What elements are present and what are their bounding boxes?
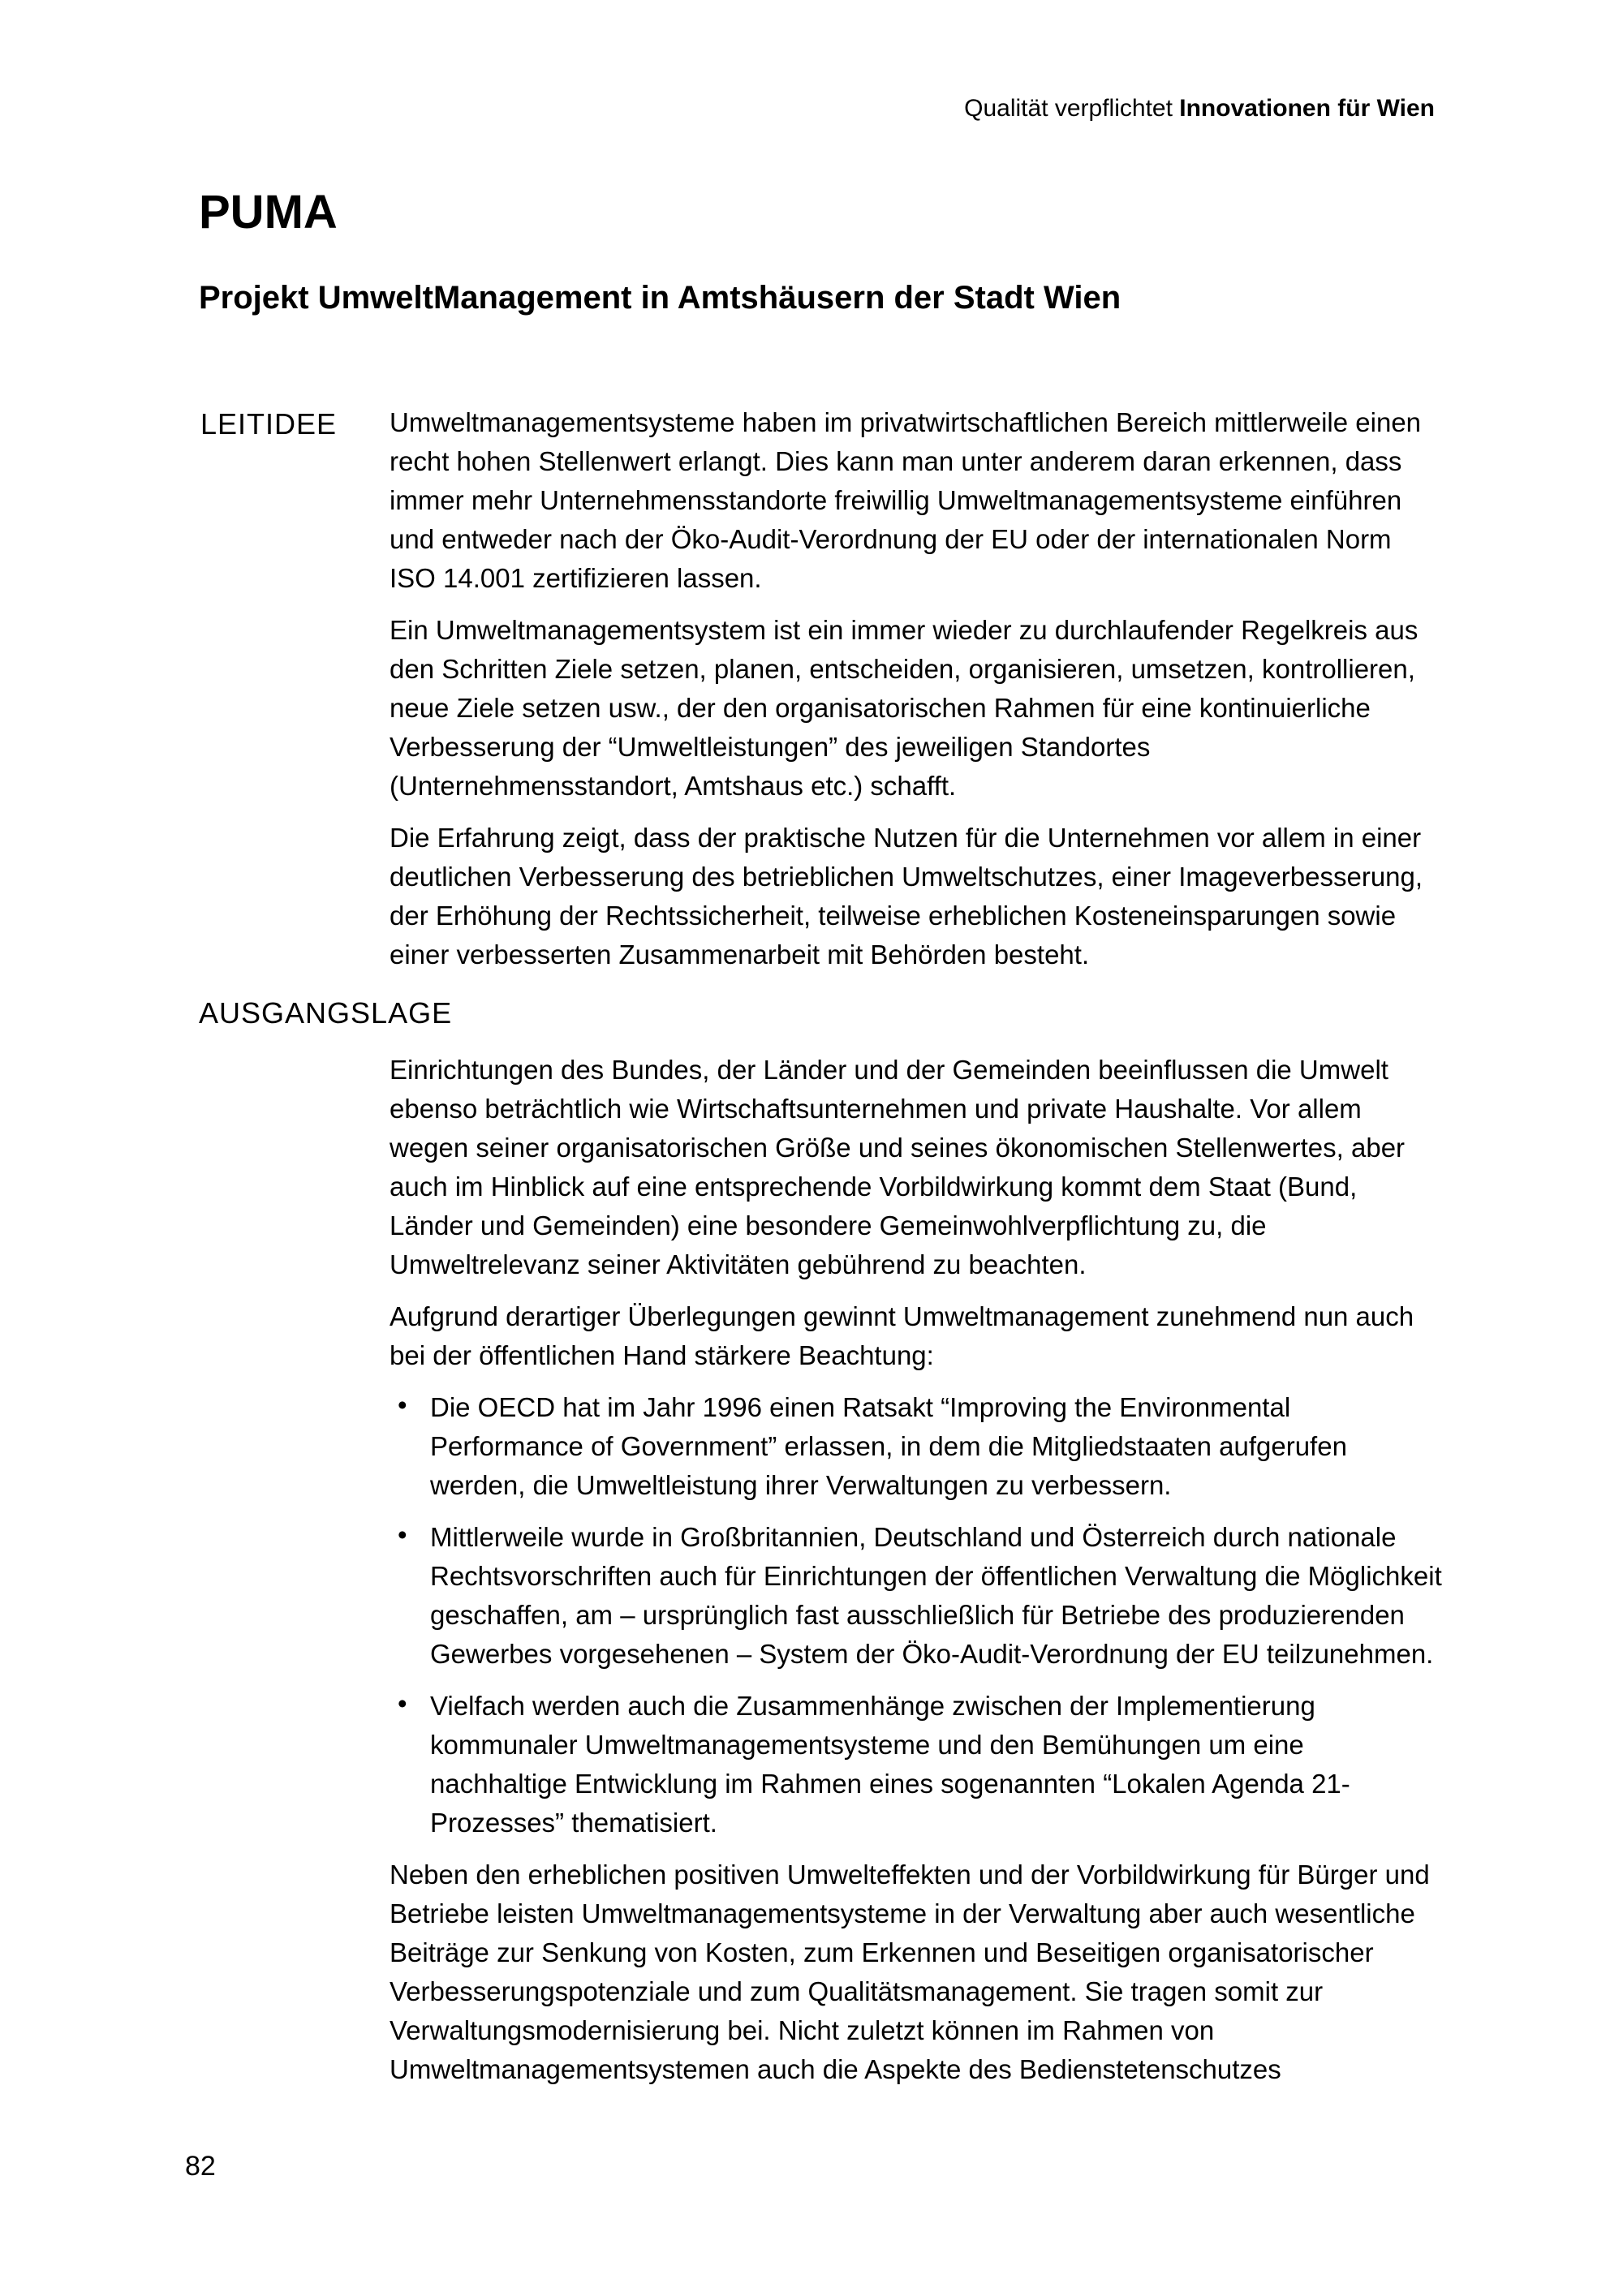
bullet-icon: • xyxy=(398,1390,407,1420)
bullet-list xyxy=(390,1388,1444,1842)
running-header-brand: Innovationen für Wien xyxy=(1179,95,1435,122)
list-item xyxy=(390,1687,1444,1842)
bullet-icon: • xyxy=(398,1688,407,1718)
paragraph: Umweltmanagementsysteme haben im privatwirtschaftlichen Bereich mittlerweile einen recht hohen Stellenwert erlangt. Dies kann man unter anderem daran erkennen, dass immer mehr Unternehmensstandorte freiwillig Umweltmanagementsysteme einführen und entweder nach der Öko-Audit-Verordnung der EU oder der internationalen Norm ISO 14.001 zertifizieren lassen. xyxy=(390,407,1422,593)
list-item xyxy=(390,1518,1444,1674)
page-subtitle: Projekt UmweltManagement in Amtshäusern der Stadt Wien xyxy=(199,280,1121,316)
paragraph: Ein Umweltmanagementsystem ist ein immer wieder zu durchlaufender Regelkreis aus den Schritten Ziele setzen, planen, entscheiden, organisieren, umsetzen, kontrollieren, neue Ziele setzen usw., der den organisatorischen Rahmen für eine kontinuierliche Verbesserung der “Umweltleistungen” des jeweiligen Standortes (Unternehmensstandort, Amtshaus etc.) schafft. xyxy=(390,615,1419,801)
section-leitidee xyxy=(0,403,1623,974)
paragraph: Aufgrund derartiger Überlegungen gewinnt Umweltmanagement zunehmend nun auch bei der öffentlichen Hand stärkere Beachtung: xyxy=(390,1301,1414,1370)
list-item-text: Mittlerweile wurde in Großbritannien, Deutschland und Österreich durch nationale Rechtsvorschriften auch für Einrichtungen der öffentlichen Verwaltung die Möglichkeit geschaffen, am – ursprünglich fast ausschließlich für Betriebe des produzierenden Gewerbes vorgesehenen – System der Öko-Audit-Verordnung der EU teilzunehmen. xyxy=(430,1522,1442,1669)
page-number: 82 xyxy=(185,2151,216,2182)
section-ausgangslage xyxy=(0,995,1623,2089)
leitidee-text-column xyxy=(390,403,1444,974)
list-item-text: Die OECD hat im Jahr 1996 einen Ratsakt “Improving the Environmental Performance of Government” erlassen, in dem die Mitgliedstaaten aufgerufen werden, die Umweltleistung ihrer Verwaltungen zu verbessern. xyxy=(430,1392,1347,1500)
running-header xyxy=(964,94,1435,123)
ausgangslage-text-column xyxy=(390,1051,1444,2089)
section-label-leitidee: LEITIDEE xyxy=(200,407,338,441)
paragraph: Einrichtungen des Bundes, der Länder und der Gemeinden beeinflussen die Umwelt ebenso beträchtlich wie Wirtschaftsunternehmen und private Haushalte. Vor allem wegen seiner organisatorischen Größe und seines ökonomischen Stellenwertes, aber auch im Hinblick auf eine entsprechende Vorbildwirkung kommt dem Staat (Bund, Länder und Gemeinden) eine besondere Gemeinwohlverpflichtung zu, die Umweltrelevanz seiner Aktivitäten gebührend zu beachten. xyxy=(390,1055,1406,1279)
document-body xyxy=(0,403,1623,2102)
bullet-icon: • xyxy=(398,1520,407,1550)
paragraph: Die Erfahrung zeigt, dass der praktische Nutzen für die Unternehmen vor allem in einer deutlichen Verbesserung des betrieblichen Umweltschutzes, einer Imageverbesserung, der Erhöhung der Rechtssicherheit, teilweise erheblichen Kosteneinsparungen sowie einer verbesserten Zusammenarbeit mit Behörden besteht. xyxy=(390,823,1423,970)
page-title: PUMA xyxy=(199,186,338,239)
paragraph: Neben den erheblichen positiven Umwelteffekten und der Vorbildwirkung für Bürger und Betriebe leisten Umweltmanagementsysteme in der Verwaltung aber auch wesentliche Beiträge zur Senkung von Kosten, zum Erkennen und Beseitigen organisatorischer Verbesserungspotenziale und zum Qualitätsmanagement. Sie tragen somit zur Verwaltungsmodernisierung bei. Nicht zuletzt können im Rahmen von Umweltmanagementsystemen auch die Aspekte des Bedienstetenschutzes xyxy=(390,1860,1430,2084)
running-header-prefix: Qualität verpflichtet xyxy=(964,95,1180,122)
list-item xyxy=(390,1388,1444,1505)
section-heading-ausgangslage: AUSGANGSLAGE xyxy=(199,996,453,1030)
list-item-text: Vielfach werden auch die Zusammenhänge zwischen der Implementierung kommunaler Umweltmanagementsysteme und den Bemühungen um eine nachhaltige Entwicklung im Rahmen eines sogenannten “Lokalen Agenda 21-Prozesses” thematisiert. xyxy=(430,1691,1350,1838)
